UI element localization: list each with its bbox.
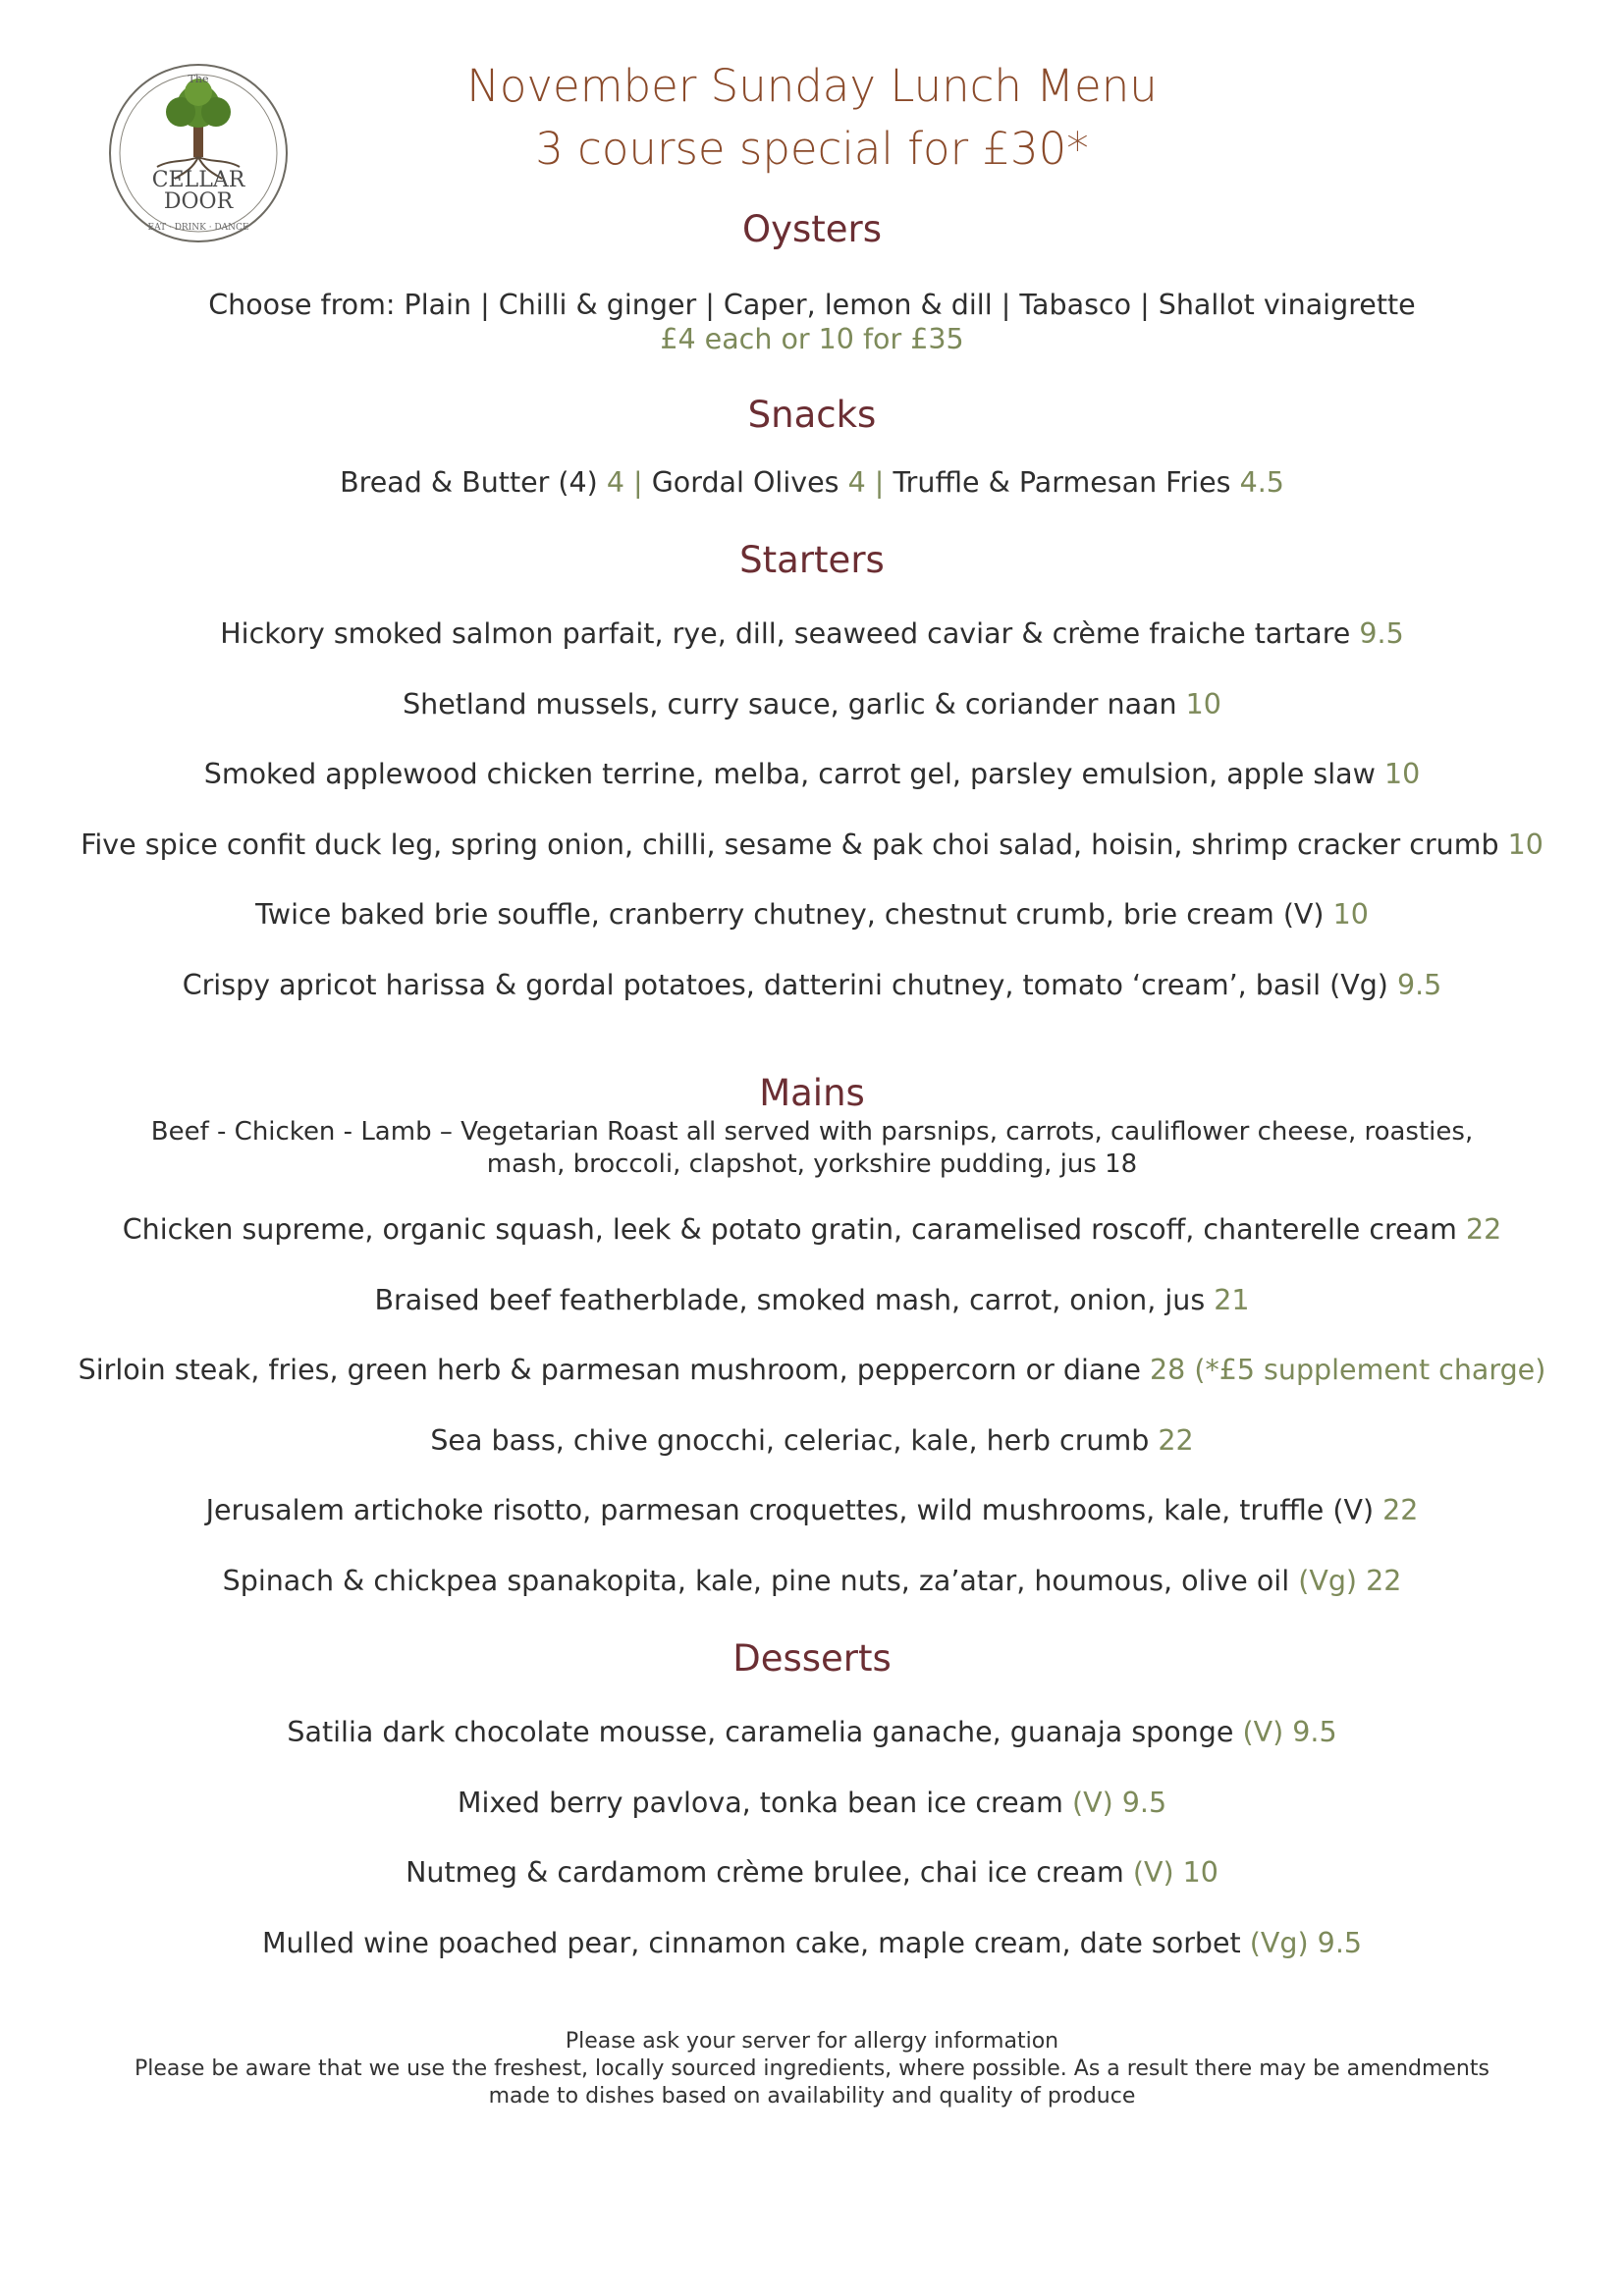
allergy-note: Please ask your server for allergy information [565,2029,1059,2054]
logo-ring-text: EAT · DRINK · DANCE [147,223,249,233]
main-item [59,1281,1565,1320]
item-name: Crispy apricot harissa & gordal potatoes, datterini chutney, tomato ‘cream’, basil (Vg) [182,969,1397,1001]
item-name: Hickory smoked salmon parfait, rye, dill, seaweed caviar & crème fraiche tartare [220,617,1360,650]
snacks-line [59,463,1565,503]
item-name: Five spice confit duck leg, spring onion, chilli, sesame & pak choi salad, hoisin, shrimp cracker crumb [81,828,1508,861]
menu-subtitle: 3 course special for £30* [535,123,1089,175]
main-item [59,1210,1565,1250]
dessert-item [59,1853,1565,1893]
item-price: 9.5 [1359,617,1404,650]
desserts-heading: Desserts [732,1637,892,1680]
mains-heading: Mains [759,1072,865,1114]
item-price: 10 [1383,758,1421,790]
item-price: 10 [1332,898,1369,931]
snack-price: 4 | [847,466,893,499]
main-item [59,1491,1565,1530]
item-name: Spinach & chickpea spanakopita, kale, pine nuts, za’atar, houmous, olive oil [222,1565,1299,1597]
item-price: (Vg) 22 [1298,1565,1402,1597]
oysters-price: £4 each or 10 for £35 [660,323,964,355]
starter-item [59,614,1565,654]
item-price: (V) 9.5 [1242,1716,1337,1748]
main-item [59,1421,1565,1461]
snack-price: 4.5 [1239,466,1284,499]
item-price: 10 [1185,688,1221,721]
item-price: 28 (*£5 supplement charge) [1150,1354,1546,1386]
logo-top-text: The [188,73,209,85]
snacks-heading: Snacks [747,394,877,436]
starter-item [59,966,1565,1005]
dessert-item [59,1784,1565,1823]
item-name: Smoked applewood chicken terrine, melba, carrot gel, parsley emulsion, apple slaw [203,758,1384,790]
oysters-choices: Choose from: Plain | Chilli & ginger | Caper, lemon & dill | Tabasco | Shallot vinaigrette [208,289,1416,321]
item-price: 21 [1214,1284,1250,1316]
item-name: Satilia dark chocolate mousse, caramelia ganache, guanaja sponge [287,1716,1243,1748]
item-name: Nutmeg & cardamom crème brulee, chai ice cream [406,1856,1133,1889]
mains-roast: Beef - Chicken - Lamb – Vegetarian Roast all served with parsnips, carrots, cauliflower cheese, roasties, mash, broccoli, clapshot, yorkshire pudding, jus 18 [150,1117,1474,1179]
logo-name-line2: DOOR [163,189,234,214]
logo-name-line1: CELLAR [151,168,245,192]
snack-name: Bread & Butter (4) [340,466,607,499]
item-price: 9.5 [1396,969,1442,1001]
snack-name: Gordal Olives [651,466,848,499]
starter-item [59,826,1565,865]
item-name: Mixed berry pavlova, tonka bean ice cream [457,1787,1072,1819]
dessert-item [59,1713,1565,1752]
amendments-note: Please be aware that we use the freshest, locally sourced ingredients, where possible. As a result there may be amendments made to dishes based on availability and quality of produce [135,2056,1489,2109]
item-price: (Vg) 9.5 [1249,1927,1363,1959]
menu-title: November Sunday Lunch Menu [466,60,1158,112]
item-price: (V) 10 [1132,1856,1218,1889]
item-price: 22 [1465,1213,1502,1246]
item-name: Braised beef featherblade, smoked mash, carrot, onion, jus [374,1284,1215,1316]
starter-item [59,685,1565,724]
item-name: Chicken supreme, organic squash, leek & potato gratin, caramelised roscoff, chanterelle cream [122,1213,1466,1246]
starter-item [59,755,1565,794]
item-name: Sirloin steak, fries, green herb & parmesan mushroom, peppercorn or diane [78,1354,1151,1386]
main-item [59,1562,1565,1601]
item-name: Jerusalem artichoke risotto, parmesan croquettes, wild mushrooms, kale, truffle (V) [205,1494,1383,1526]
starters-heading: Starters [739,539,885,581]
snack-price: 4 | [606,466,652,499]
item-price: 10 [1507,828,1543,861]
item-price: (V) 9.5 [1071,1787,1167,1819]
item-name: Mulled wine poached pear, cinnamon cake, maple cream, date sorbet [261,1927,1250,1959]
oysters-heading: Oysters [741,208,883,250]
item-price: 22 [1158,1424,1194,1457]
item-price: 22 [1382,1494,1419,1526]
starter-item [59,895,1565,934]
item-name: Shetland mussels, curry sauce, garlic & coriander naan [403,688,1186,721]
main-item [59,1351,1565,1390]
item-name: Sea bass, chive gnocchi, celeriac, kale, herb crumb [430,1424,1159,1457]
snack-name: Truffle & Parmesan Fries [893,466,1240,499]
dessert-item [59,1924,1565,1963]
item-name: Twice baked brie souffle, cranberry chutney, chestnut crumb, brie cream (V) [255,898,1333,931]
